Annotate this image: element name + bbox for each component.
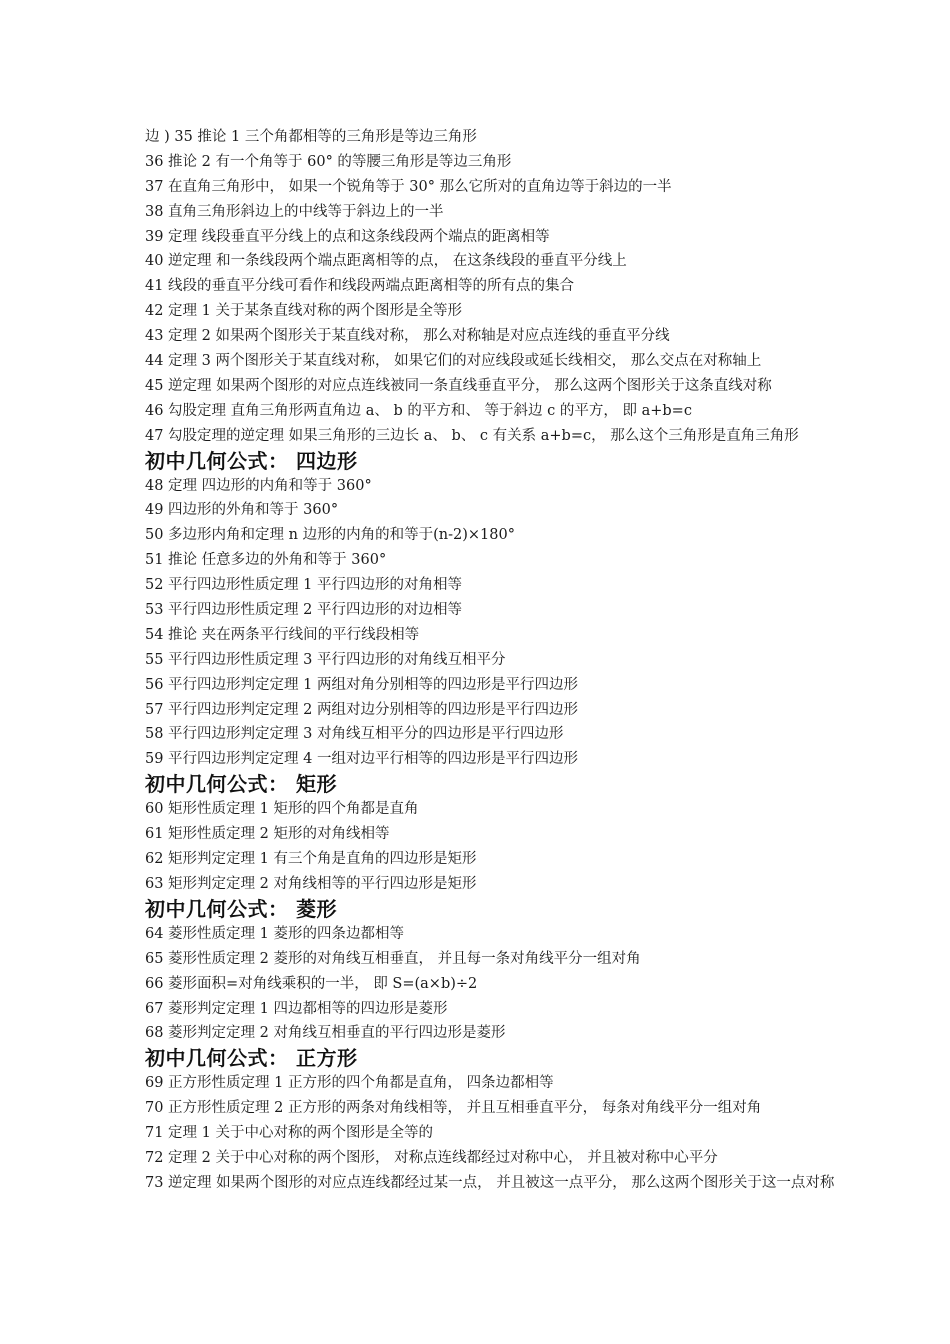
theorem-line: 60 矩形性质定理 1 矩形的四个角都是直角 <box>145 801 419 818</box>
theorem-line: 64 菱形性质定理 1 菱形的四条边都相等 <box>145 925 405 942</box>
theorem-line: 36 推论 2 有一个角等于 60° 的等腰三角形是等边三角形 <box>145 153 512 170</box>
theorem-line: 边 ) 35 推论 1 三个角都相等的三角形是等边三角形 <box>145 129 477 145</box>
theorem-line: 45 逆定理 如果两个图形的对应点连线被同一条直线垂直平分， 那么这两个图形关于这条直线对称 <box>145 377 772 394</box>
theorem-line: 66 菱形面积=对角线乘积的一半， 即 S=(a×b)÷2 <box>145 975 478 992</box>
theorem-line: 51 推论 任意多边的外角和等于 360° <box>145 552 387 569</box>
theorem-line: 46 勾股定理 直角三角形两直角边 a、 b 的平方和、 等于斜边 c 的平方， 即 a+b=c <box>145 402 692 419</box>
theorem-line: 68 菱形判定定理 2 对角线互相垂直的平行四边形是菱形 <box>145 1025 506 1042</box>
theorem-line: 59 平行四边形判定定理 4 一组对边平行相等的四边形是平行四边形 <box>145 751 579 768</box>
theorem-line: 44 定理 3 两个图形关于某直线对称， 如果它们的对应线段或延长线相交， 那么交点在对称轴上 <box>145 353 762 370</box>
theorem-line: 41 线段的垂直平分线可看作和线段两端点距离相等的所有点的集合 <box>145 278 575 295</box>
theorem-line: 42 定理 1 关于某条直线对称的两个图形是全等形 <box>145 303 463 320</box>
theorem-line: 48 定理 四边形的内角和等于 360° <box>145 477 372 494</box>
theorem-line: 61 矩形性质定理 2 矩形的对角线相等 <box>145 826 390 843</box>
theorem-line: 71 定理 1 关于中心对称的两个图形是全等的 <box>145 1125 434 1142</box>
theorem-line: 39 定理 线段垂直平分线上的点和这条线段两个端点的距离相等 <box>145 228 550 245</box>
theorem-line: 50 多边形内角和定理 n 边形的内角的和等于(n-2)×180° <box>145 527 515 544</box>
theorem-line: 65 菱形性质定理 2 菱形的对角线互相垂直， 并且每一条对角线平分一组对角 <box>145 950 641 967</box>
theorem-line: 58 平行四边形判定定理 3 对角线互相平分的四边形是平行四边形 <box>145 726 564 743</box>
theorem-line: 47 勾股定理的逆定理 如果三角形的三边长 a、 b、 c 有关系 a+b=c， 那么这个三角形是直角三角形 <box>145 427 799 444</box>
theorem-line: 69 正方形性质定理 1 正方形的四个角都是直角， 四条边都相等 <box>145 1075 554 1092</box>
theorem-line: 55 平行四边形性质定理 3 平行四边形的对角线互相平分 <box>145 651 506 668</box>
theorem-line: 53 平行四边形性质定理 2 平行四边形的对边相等 <box>145 602 463 619</box>
theorem-line: 40 逆定理 和一条线段两个端点距离相等的点， 在这条线段的垂直平分线上 <box>145 253 627 270</box>
theorem-line: 37 在直角三角形中， 如果一个锐角等于 30° 那么它所对的直角边等于斜边的一半 <box>145 178 672 195</box>
section-heading-quadrilateral: 初中几何公式： 四边形 <box>145 448 358 473</box>
theorem-line: 43 定理 2 如果两个图形关于某直线对称， 那么对称轴是对应点连线的垂直平分线 <box>145 328 670 345</box>
theorem-line: 56 平行四边形判定定理 1 两组对角分别相等的四边形是平行四边形 <box>145 676 579 693</box>
theorem-line: 52 平行四边形性质定理 1 平行四边形的对角相等 <box>145 577 463 594</box>
theorem-line: 57 平行四边形判定定理 2 两组对边分别相等的四边形是平行四边形 <box>145 701 579 718</box>
theorem-line: 49 四边形的外角和等于 360° <box>145 502 339 519</box>
section-heading-square: 初中几何公式： 正方形 <box>145 1046 358 1071</box>
section-heading-rhombus: 初中几何公式： 菱形 <box>145 896 337 921</box>
document-content <box>145 125 885 1196</box>
theorem-line: 72 定理 2 关于中心对称的两个图形， 对称点连线都经过对称中心， 并且被对称中心平分 <box>145 1149 718 1166</box>
theorem-line: 67 菱形判定定理 1 四边都相等的四边形是菱形 <box>145 1000 448 1017</box>
theorem-line: 70 正方形性质定理 2 正方形的两条对角线相等， 并且互相垂直平分， 每条对角线平分一组对角 <box>145 1100 762 1117</box>
section-heading-rectangle: 初中几何公式： 矩形 <box>145 772 337 797</box>
theorem-line: 62 矩形判定定理 1 有三个角是直角的四边形是矩形 <box>145 851 477 868</box>
theorem-line: 73 逆定理 如果两个图形的对应点连线都经过某一点， 并且被这一点平分， 那么这两个图形关于这一点对称 <box>145 1174 835 1191</box>
theorem-line: 38 直角三角形斜边上的中线等于斜边上的一半 <box>145 203 444 220</box>
theorem-line: 54 推论 夹在两条平行线间的平行线段相等 <box>145 626 420 643</box>
theorem-line: 63 矩形判定定理 2 对角线相等的平行四边形是矩形 <box>145 875 477 892</box>
